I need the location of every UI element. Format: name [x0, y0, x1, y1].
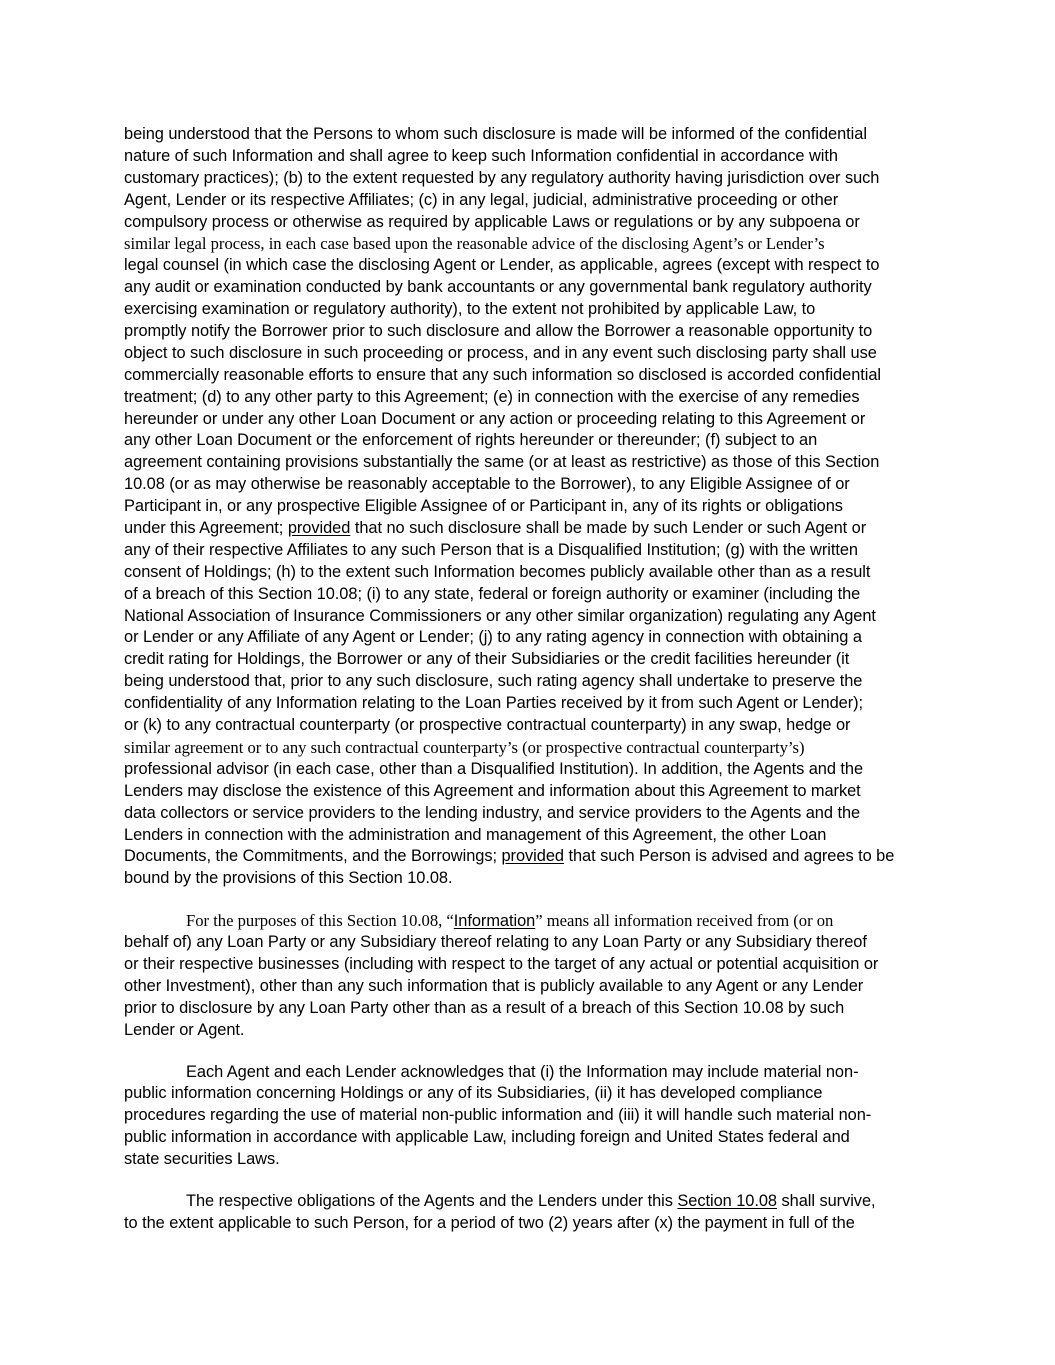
- text-line: or Lender or any Affiliate of any Agent or Lender; (j) to any rating agency in connection with obtaining a: [124, 628, 862, 647]
- text-line: or (k) to any contractual counterparty (or prospective contractual counterparty) in any swap, hedge or: [124, 716, 851, 735]
- text-line: National Association of Insurance Commissioners or any other similar organization) regulating any Agent: [124, 606, 876, 625]
- text-line: public information in accordance with applicable Law, including foreign and United States federal and: [124, 1128, 850, 1147]
- text-line: any of their respective Affiliates to any such Person that is a Disqualified Institution; (g) with the written: [124, 540, 858, 559]
- text-line: compulsory process or otherwise as required by applicable Laws or regulations or by any subpoena or: [124, 212, 860, 231]
- line-text: For the purposes of this Section 10.08, “: [186, 911, 454, 931]
- text-line: or their respective businesses (including with respect to the target of any actual or potential acquisition or: [124, 954, 879, 973]
- text-line: object to such disclosure in such proceeding or process, and in any event such disclosing party shall use: [124, 343, 877, 362]
- text-line: consent of Holdings; (h) to the extent such Information becomes publicly available other than as a result: [124, 562, 871, 581]
- text-line: bound by the provisions of this Section 10.08.: [124, 869, 453, 888]
- text-line: [124, 518, 932, 540]
- underlined-term: provided: [501, 847, 564, 866]
- text-line: nature of such Information and shall agree to keep such Information confidential in accordance with: [124, 146, 838, 165]
- line-text: Documents, the Commitments, and the Borrowings;: [124, 847, 502, 866]
- text-line: commercially reasonable efforts to ensure that any such information so disclosed is accorded confidential: [124, 365, 882, 384]
- document-page: [124, 124, 932, 1235]
- text-line: legal counsel (in which case the disclosing Agent or Lender, as applicable, agrees (except with respect to: [124, 256, 880, 275]
- line-text: ” means all information received from (or on: [535, 911, 834, 931]
- line-text: shall survive,: [776, 1191, 876, 1210]
- text-line: hereunder or under any other Loan Document or any action or proceeding relating to this Agreement or: [124, 409, 866, 428]
- text-line: to the extent applicable to such Person, for a period of two (2) years after (x) the payment in full of the: [124, 1213, 855, 1232]
- text-line: procedures regarding the use of material non-public information and (iii) it will handle such material non-: [124, 1106, 872, 1125]
- paragraph-confidentiality-disclosures: [124, 124, 932, 890]
- text-line: similar agreement or to any such contractual counterparty’s (or prospective contractual counterparty’s): [124, 737, 805, 757]
- text-line: data collectors or service providers to the lending industry, and service providers to the Agents and the: [124, 803, 861, 822]
- text-line: of a breach of this Section 10.08; (i) to any state, federal or foreign authority or examiner (including the: [124, 584, 861, 603]
- text-line: customary practices); (b) to the extent requested by any regulatory authority having jurisdiction over such: [124, 168, 880, 187]
- underlined-term: Information: [453, 912, 536, 931]
- line-text: that such Person is advised and agrees to be: [563, 847, 895, 866]
- line-text: that no such disclosure shall be made by such Lender or such Agent or: [350, 519, 867, 538]
- text-line: [124, 846, 932, 868]
- text-line: credit rating for Holdings, the Borrower or any of their Subsidiaries or the credit facilities hereunder (it: [124, 650, 850, 669]
- text-line: public information concerning Holdings or any of its Subsidiaries, (ii) it has developed compliance: [124, 1084, 823, 1103]
- text-line: exercising examination or regulatory authority), to the extent not prohibited by applicable Law, to: [124, 300, 816, 319]
- paragraph-material-non-public-acknowledgement: [124, 1062, 932, 1171]
- text-line: prior to disclosure by any Loan Party other than as a result of a breach of this Section 10.08 by such: [124, 998, 845, 1017]
- text-line: any other Loan Document or the enforcement of rights hereunder or thereunder; (f) subject to an: [124, 431, 818, 450]
- underlined-term: provided: [287, 519, 351, 538]
- paragraph-survival-of-obligations: [124, 1191, 932, 1235]
- paragraph-information-definition: [124, 910, 932, 1041]
- text-line: similar legal process, in each case based upon the reasonable advice of the disclosing Agent’s or Lender’s: [124, 234, 825, 254]
- text-line: [124, 910, 932, 932]
- text-line: confidentiality of any Information relating to the Loan Parties received by it from such Agent or Lender);: [124, 694, 864, 713]
- line-text: under this Agreement;: [124, 519, 288, 538]
- line-text: The respective obligations of the Agents and the Lenders under this: [186, 1191, 678, 1210]
- text-line: Participant in, or any prospective Eligible Assignee of or Participant in, any of its rights or obligations: [124, 497, 843, 516]
- text-line: other Investment), other than any such information that is publicly available to any Agent or any Lender: [124, 976, 864, 995]
- underlined-term: Section 10.08: [677, 1191, 777, 1210]
- text-line: Lenders in connection with the administration and management of this Agreement, the other Loan: [124, 825, 827, 844]
- text-line: Lenders may disclose the existence of this Agreement and information about this Agreement to market: [124, 781, 861, 800]
- text-line: Each Agent and each Lender acknowledges that (i) the Information may include material non-: [186, 1062, 859, 1081]
- text-line: being understood that the Persons to whom such disclosure is made will be informed of the confidential: [124, 125, 867, 143]
- text-line: any audit or examination conducted by bank accountants or any governmental bank regulatory authority: [124, 278, 872, 297]
- text-line: professional advisor (in each case, other than a Disqualified Institution). In addition, the Agents and the: [124, 759, 864, 778]
- text-line: being understood that, prior to any such disclosure, such rating agency shall undertake to preserve the: [124, 672, 863, 691]
- text-line: state securities Laws.: [124, 1150, 280, 1169]
- text-line: behalf of) any Loan Party or any Subsidiary thereof relating to any Loan Party or any Subsidiary thereof: [124, 933, 867, 952]
- text-line: promptly notify the Borrower prior to such disclosure and allow the Borrower a reasonable opportunity to: [124, 322, 873, 341]
- text-line: Agent, Lender or its respective Affiliates; (c) in any legal, judicial, administrative proceeding or other: [124, 190, 839, 209]
- text-line: [124, 1191, 932, 1213]
- text-line: 10.08 (or as may otherwise be reasonably acceptable to the Borrower), to any Eligible Assignee of or: [124, 475, 850, 494]
- text-line: treatment; (d) to any other party to this Agreement; (e) in connection with the exercise of any remedies: [124, 387, 860, 406]
- text-line: agreement containing provisions substantially the same (or at least as restrictive) as those of this Section: [124, 453, 880, 472]
- text-line: Lender or Agent.: [124, 1020, 245, 1039]
